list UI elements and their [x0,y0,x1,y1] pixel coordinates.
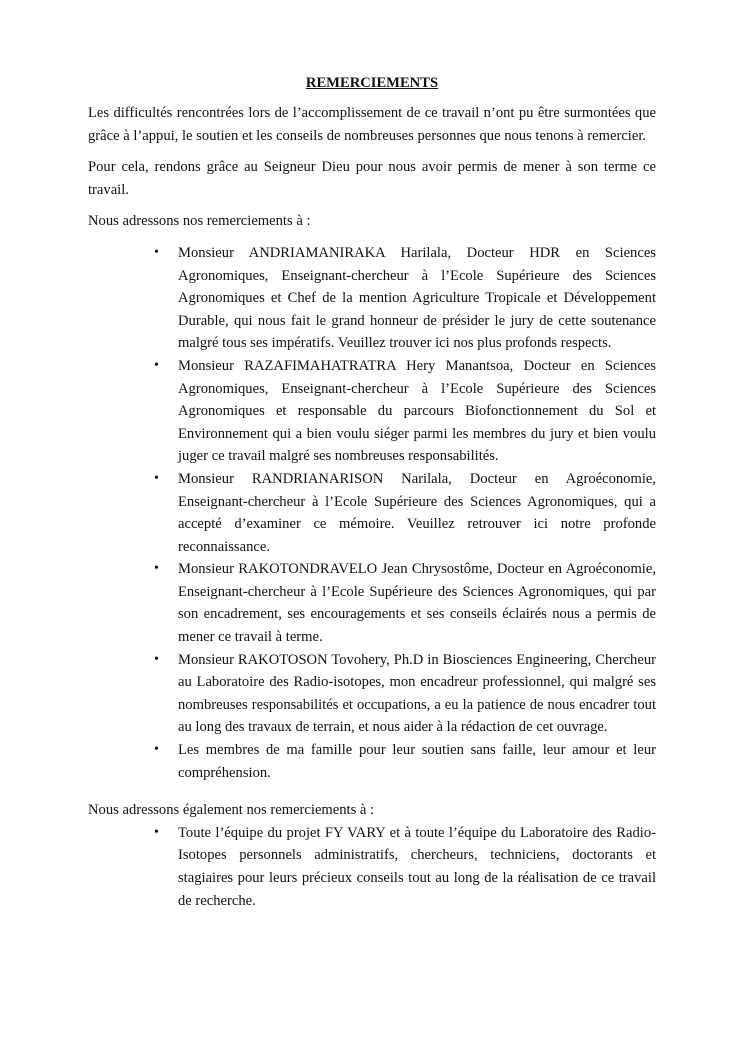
bullet-icon: • [154,244,159,260]
list-item-text: Monsieur RAZAFIMAHATRATRA Hery Manantsoa, Docteur en Sciences Agronomiques, Enseignant-chercheur à l’Ecole Supérieure des Sciences Agronomiques et responsable du parcours Biofonctionnement du Sol et Environnement qui a bien voulu siéger parmi les membres du jury et bien voulu juger ce travail malgré ses nombreuses responsabilités. [178,357,656,465]
second-intro-paragraph: Nous adressons également nos remerciements à : [88,802,375,819]
list-item-text: Monsieur RAKOTONDRAVELO Jean Chrysostôme, Docteur en Agroéconomie, Enseignant-chercheur à l’Ecole Supérieure des Sciences Agronomiques, qui par son encadrement, ses encouragements et ses conseils éclairés nous a permis de mener ce travail à terme. [178,561,656,646]
page-title: REMERCIEMENTS [305,75,439,91]
list-item-text: Monsieur ANDRIAMANIRAKA Harilala, Docteur HDR en Sciences Agronomiques, Enseignant-chercheur à l’Ecole Supérieure des Sciences Agronomiques et Chef de la mention Agriculture Tropicale et Développement Durable, qui nous fait le grand honneur de présider le jury de cette soutenance malgré tous ses impératifs. Veuillez trouver ici nos plus profonds respects. [178,244,656,352]
list-item [154,739,656,784]
list-item-text: Les membres de ma famille pour leur soutien sans faille, leur amour et leur compréhension. [178,742,656,781]
list-item-text: Monsieur RAKOTOSON Tovohery, Ph.D in Biosciences Engineering, Chercheur au Laboratoire des Radio-isotopes, mon encadreur professionnel, qui malgré ses nombreuses responsabilités et occupations, a eu la patience de nous encadrer tout au long des travaux de terrain, et nous aider à la rédaction de cet ouvrage. [178,651,656,736]
section-spacer [88,784,656,799]
list-item [154,558,656,648]
bullet-icon: • [154,824,159,840]
list-item-text: Monsieur RANDRIANARISON Narilala, Docteur en Agroéconomie, Enseignant-chercheur à l’Ecole Supérieure des Sciences Agronomiques, qui a accepté d’examiner ce mémoire. Veuillez retrouver ici notre profonde reconnaissance. [178,470,656,555]
bullet-icon: • [154,651,159,667]
thanks-list [88,242,656,784]
list-item [154,242,656,355]
intro-paragraph: Pour cela, rendons grâce au Seigneur Dieu pour nous avoir permis de mener à son terme ce travail. [88,159,656,198]
bullet-icon: • [154,561,159,577]
list-item-text: Toute l’équipe du projet FY VARY et à toute l’équipe du Laboratoire des Radio-Isotopes personnels administratifs, chercheurs, techniciens, doctorants et stagiaires pour leurs précieux conseils tout au long de la réalisation de ce travail de recherche. [178,824,656,909]
document-page [88,72,656,912]
list-item [154,468,656,558]
bullet-icon: • [154,742,159,758]
bullet-icon: • [154,470,159,486]
list-item [154,822,656,912]
list-item [154,355,656,468]
second-thanks-list [88,822,656,912]
list-item [154,649,656,739]
intro-paragraph: Les difficultés rencontrées lors de l’accomplissement de ce travail n’ont pu être surmontées que grâce à l’appui, le soutien et les conseils de nombreuses personnes que nous tenons à remercier. [88,105,656,144]
bullet-icon: • [154,357,159,373]
intro-paragraph: Nous adressons nos remerciements à : [88,213,311,230]
